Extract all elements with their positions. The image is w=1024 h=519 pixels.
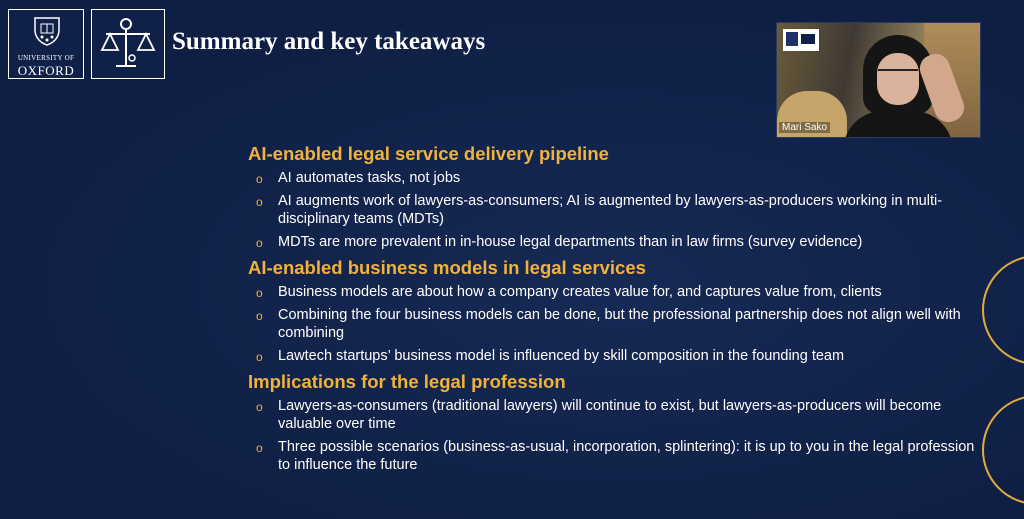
video-tile[interactable] bbox=[776, 22, 981, 138]
participant-name: Mari Sako bbox=[779, 122, 830, 133]
list-item bbox=[248, 192, 988, 228]
list-item-text: AI augments work of lawyers-as-consumers; AI is augmented by lawyers-as-producers working in multi-disciplinary teams (MDTs) bbox=[278, 193, 943, 227]
list-item bbox=[248, 306, 988, 342]
list-item-text: Three possible scenarios (business-as-usual, incorporation, splintering): it is up to you in the legal profession to influence the future bbox=[278, 439, 975, 473]
circle-bullet-icon: o bbox=[256, 172, 263, 186]
scales-of-justice-icon bbox=[98, 14, 158, 74]
list-item-text: MDTs are more prevalent in in-house legal departments than in law firms (survey evidence) bbox=[278, 234, 863, 250]
list-item bbox=[248, 283, 988, 301]
law-faculty-logo bbox=[91, 9, 165, 79]
participant-glasses bbox=[878, 69, 918, 81]
oxford-logo bbox=[8, 9, 84, 79]
circle-bullet-icon: o bbox=[256, 286, 263, 300]
circle-bullet-icon: o bbox=[256, 441, 263, 455]
section-heading: Implications for the legal profession bbox=[248, 371, 566, 392]
oxford-logo-line2: OXFORD bbox=[17, 63, 75, 78]
list-item-text: Lawyers-as-consumers (traditional lawyers) will continue to exist, but lawyers-as-producers will become valuable over time bbox=[278, 398, 942, 432]
decorative-arc-top bbox=[982, 255, 1024, 365]
slide-content bbox=[248, 142, 988, 479]
section-list bbox=[248, 397, 988, 474]
circle-bullet-icon: o bbox=[256, 350, 263, 364]
video-logo-badge bbox=[783, 29, 819, 51]
list-item bbox=[248, 233, 988, 251]
list-item bbox=[248, 397, 988, 433]
list-item bbox=[248, 169, 988, 187]
circle-bullet-icon: o bbox=[256, 309, 263, 323]
list-item-text: Combining the four business models can be done, but the professional partnership does not align well with combining bbox=[278, 307, 961, 341]
oxford-logo-line1: UNIVERSITY OF bbox=[17, 54, 75, 62]
list-item-text: Lawtech startups’ business model is influenced by skill composition in the founding team bbox=[278, 348, 845, 364]
list-item bbox=[248, 438, 988, 474]
list-item bbox=[248, 347, 988, 365]
decorative-arc-bottom bbox=[982, 395, 1024, 505]
slide-title: Summary and key takeaways bbox=[172, 28, 486, 55]
section-list bbox=[248, 283, 988, 365]
circle-bullet-icon: o bbox=[256, 236, 263, 250]
section-heading: AI-enabled business models in legal services bbox=[248, 257, 646, 278]
circle-bullet-icon: o bbox=[256, 195, 263, 209]
list-item-text: AI automates tasks, not jobs bbox=[278, 170, 461, 186]
list-item-text: Business models are about how a company creates value for, and captures value from, clients bbox=[278, 284, 882, 300]
oxford-crest-icon bbox=[33, 16, 61, 46]
circle-bullet-icon: o bbox=[256, 400, 263, 414]
section-list bbox=[248, 169, 988, 251]
section-heading: AI-enabled legal service delivery pipeline bbox=[248, 143, 609, 164]
